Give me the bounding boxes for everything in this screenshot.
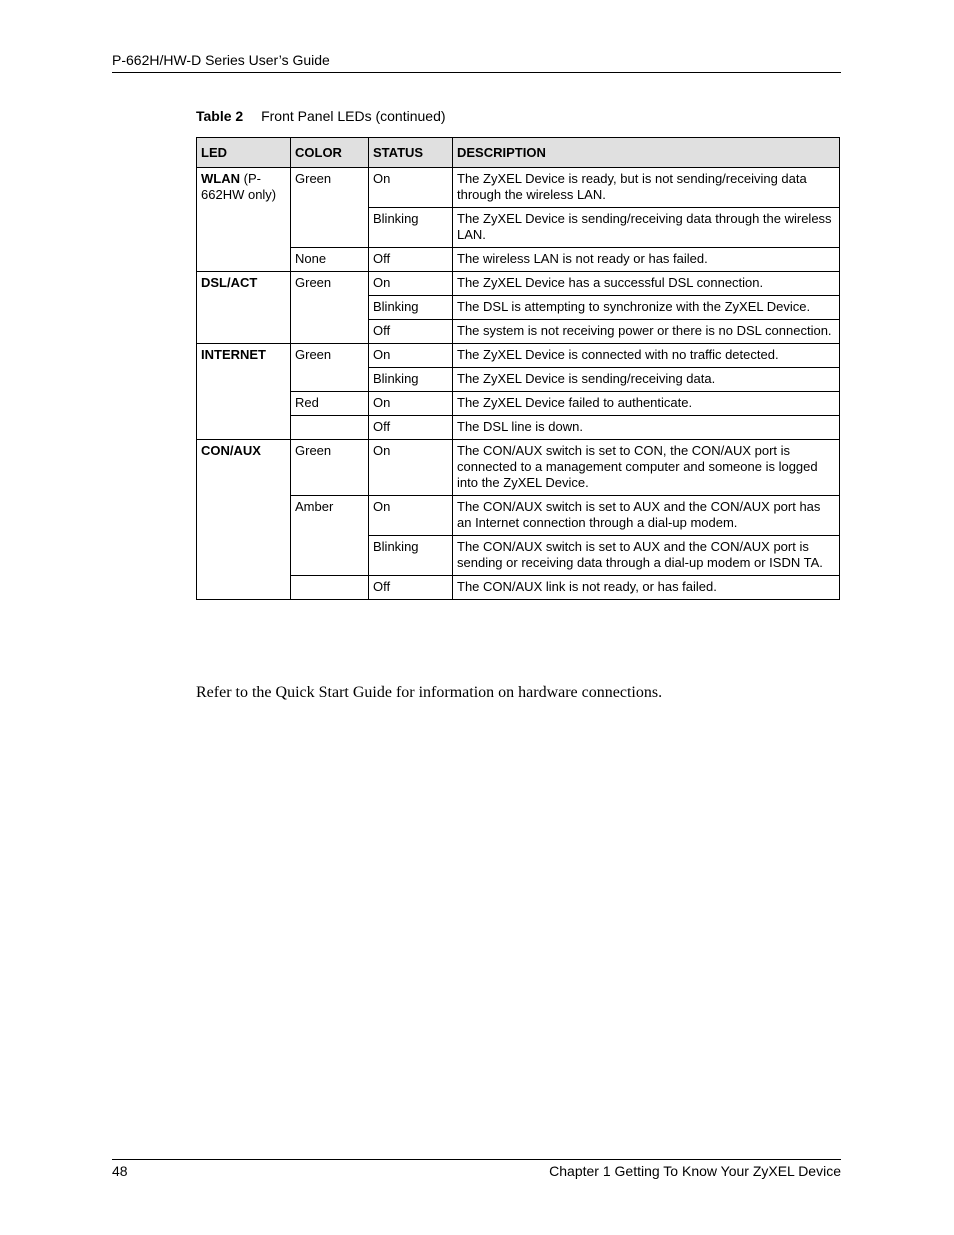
status-cell: Off bbox=[369, 576, 453, 600]
status-cell: On bbox=[369, 440, 453, 496]
guide-title: P-662H/HW-D Series User’s Guide bbox=[112, 52, 330, 68]
status-cell: On bbox=[369, 168, 453, 208]
description-cell: The ZyXEL Device is ready, but is not sending/receiving data through the wireless LAN. bbox=[453, 168, 840, 208]
description-cell: The CON/AUX switch is set to AUX and the CON/AUX port is sending or receiving data through a dial-up modem or ISDN TA. bbox=[453, 536, 840, 576]
description-cell: The CON/AUX link is not ready, or has failed. bbox=[453, 576, 840, 600]
description-cell: The ZyXEL Device is connected with no traffic detected. bbox=[453, 344, 840, 368]
table-row bbox=[197, 272, 840, 296]
status-cell: On bbox=[369, 496, 453, 536]
table-row bbox=[197, 168, 840, 208]
description-cell: The system is not receiving power or there is no DSL connection. bbox=[453, 320, 840, 344]
status-cell: Off bbox=[369, 320, 453, 344]
color-cell: Green bbox=[291, 344, 369, 392]
status-cell: Blinking bbox=[369, 536, 453, 576]
status-cell: On bbox=[369, 272, 453, 296]
led-internet: INTERNET bbox=[197, 344, 291, 440]
page-footer bbox=[112, 1159, 841, 1179]
header-description: DESCRIPTION bbox=[453, 138, 840, 168]
table-row bbox=[197, 416, 840, 440]
header-status: STATUS bbox=[369, 138, 453, 168]
led-name: WLAN bbox=[201, 171, 240, 186]
table-title: Front Panel LEDs (continued) bbox=[261, 108, 446, 124]
table-row bbox=[197, 496, 840, 536]
led-dsl-act: DSL/ACT bbox=[197, 272, 291, 344]
description-cell: The CON/AUX switch is set to CON, the CON/AUX port is connected to a management computer and someone is logged into the ZyXEL Device. bbox=[453, 440, 840, 496]
description-cell: The ZyXEL Device is sending/receiving data. bbox=[453, 368, 840, 392]
status-cell: Blinking bbox=[369, 296, 453, 320]
description-cell: The ZyXEL Device has a successful DSL connection. bbox=[453, 272, 840, 296]
table-label: Table 2 bbox=[196, 108, 244, 124]
header-led: LED bbox=[197, 138, 291, 168]
chapter-title: Chapter 1 Getting To Know Your ZyXEL Device bbox=[549, 1163, 841, 1179]
status-cell: On bbox=[369, 392, 453, 416]
status-cell: On bbox=[369, 344, 453, 368]
color-cell: Red bbox=[291, 392, 369, 416]
description-cell: The wireless LAN is not ready or has failed. bbox=[453, 248, 840, 272]
status-cell: Blinking bbox=[369, 368, 453, 392]
table-header-row bbox=[197, 138, 840, 168]
description-cell: The CON/AUX switch is set to AUX and the CON/AUX port has an Internet connection through a dial-up modem. bbox=[453, 496, 840, 536]
header-color: COLOR bbox=[291, 138, 369, 168]
color-cell-empty bbox=[291, 576, 369, 600]
description-cell: The DSL is attempting to synchronize with the ZyXEL Device. bbox=[453, 296, 840, 320]
table-row bbox=[197, 344, 840, 368]
description-cell: The ZyXEL Device failed to authenticate. bbox=[453, 392, 840, 416]
status-cell: Off bbox=[369, 248, 453, 272]
table-row bbox=[197, 576, 840, 600]
led-note: (P-662HW only) bbox=[201, 171, 277, 202]
table-row bbox=[197, 440, 840, 496]
table-row bbox=[197, 392, 840, 416]
color-cell-empty bbox=[291, 416, 369, 440]
page-header bbox=[112, 52, 841, 73]
front-panel-leds-table bbox=[196, 137, 840, 600]
led-con-aux: CON/AUX bbox=[197, 440, 291, 600]
led-wlan bbox=[197, 168, 291, 272]
color-cell: Green bbox=[291, 440, 369, 496]
color-cell: Green bbox=[291, 272, 369, 344]
status-cell: Blinking bbox=[369, 208, 453, 248]
color-cell: None bbox=[291, 248, 369, 272]
color-cell: Amber bbox=[291, 496, 369, 576]
description-cell: The DSL line is down. bbox=[453, 416, 840, 440]
status-cell: Off bbox=[369, 416, 453, 440]
body-paragraph: Refer to the Quick Start Guide for information on hardware connections. bbox=[196, 684, 663, 701]
page-number: 48 bbox=[112, 1163, 128, 1179]
color-cell: Green bbox=[291, 168, 369, 248]
table-row bbox=[197, 248, 840, 272]
description-cell: The ZyXEL Device is sending/receiving data through the wireless LAN. bbox=[453, 208, 840, 248]
table-caption bbox=[196, 108, 446, 124]
